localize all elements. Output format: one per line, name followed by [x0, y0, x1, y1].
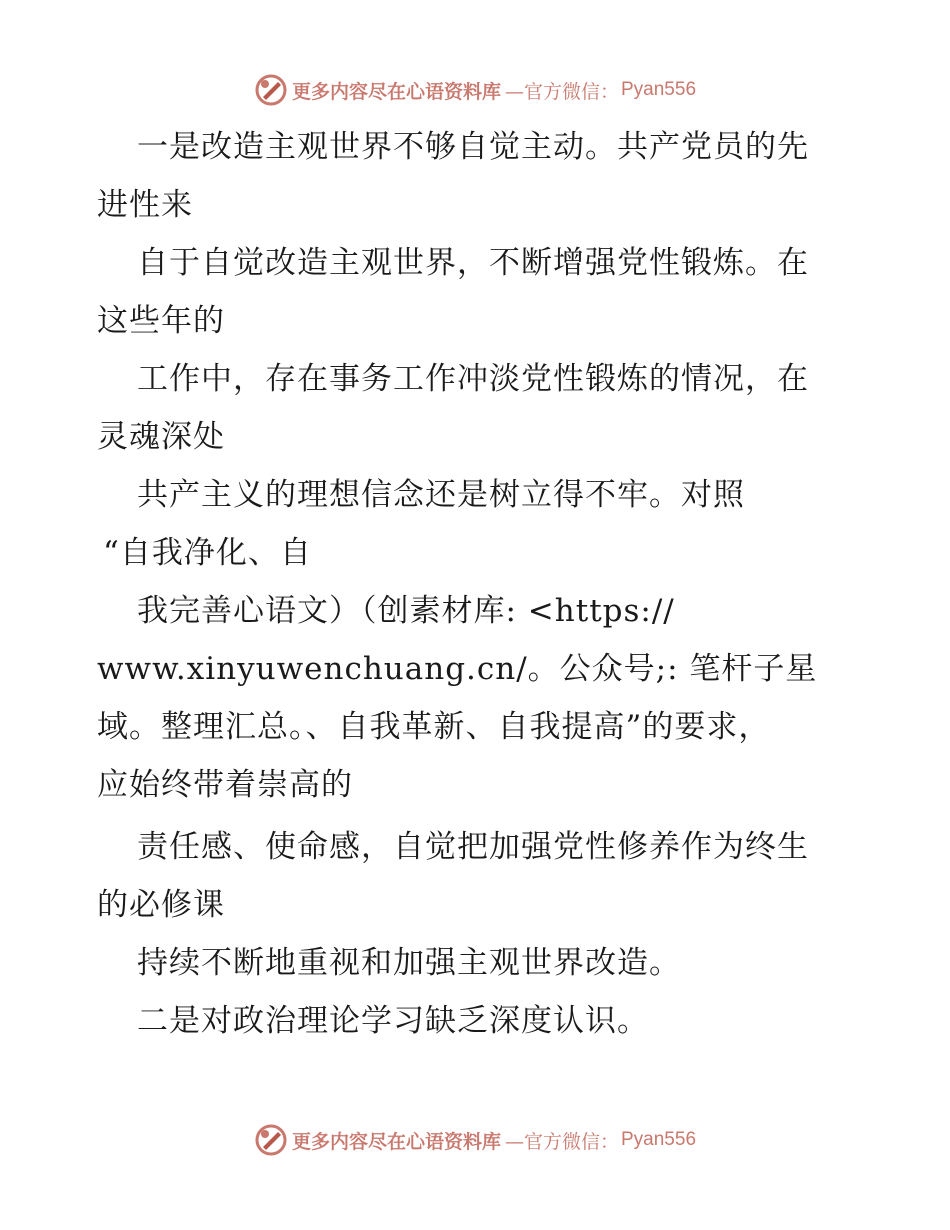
- footer-banner-sub: —官方微信：: [504, 1130, 619, 1153]
- body-line: 一是改造主观世界不够自觉主动。共产党员的先: [137, 129, 809, 165]
- brand-logo-icon: [254, 1123, 288, 1157]
- body-line: 的必修课: [97, 887, 225, 923]
- body-line: 进性来: [97, 187, 193, 223]
- header-banner-id: Pyan556: [621, 79, 697, 100]
- body-line: “自我净化、自: [103, 535, 312, 571]
- body-line: 工作中，存在事务工作冲淡党性锻炼的情况，在: [137, 361, 809, 397]
- brand-logo-icon: [254, 73, 288, 107]
- body-line: 应始终带着崇高的: [97, 767, 353, 803]
- body-line: 持续不断地重视和加强主观世界改造。: [137, 945, 681, 981]
- body-line: 我完善心语文）（创素材库: <https://: [137, 593, 675, 629]
- body-line: 共产主义的理想信念还是树立得不牢。对照: [137, 477, 745, 513]
- header-banner-text: 更多内容尽在心语资料库: [291, 80, 501, 103]
- header-banner-sub: —官方微信：: [504, 80, 619, 103]
- body-line: www.xinyuwenchuang.cn/。公众号;: 笔杆子星: [97, 651, 818, 687]
- body-line: 这些年的: [97, 303, 225, 339]
- footer-watermark: [0, 1118, 950, 1162]
- body-line: 二是对政治理论学习缺乏深度认识。: [137, 1003, 649, 1039]
- body-line: 自于自觉改造主观世界，不断增强党性锻炼。在: [137, 245, 809, 281]
- header-watermark: [0, 68, 950, 112]
- body-line: 责任感、使命感，自觉把加强党性修养作为终生: [137, 829, 809, 865]
- body-line: 灵魂深处: [97, 419, 225, 455]
- footer-banner-id: Pyan556: [621, 1129, 697, 1150]
- footer-banner-text: 更多内容尽在心语资料库: [291, 1130, 501, 1153]
- body-line: 域。整理汇总。、自我革新、自我提高”的要求，: [97, 709, 771, 745]
